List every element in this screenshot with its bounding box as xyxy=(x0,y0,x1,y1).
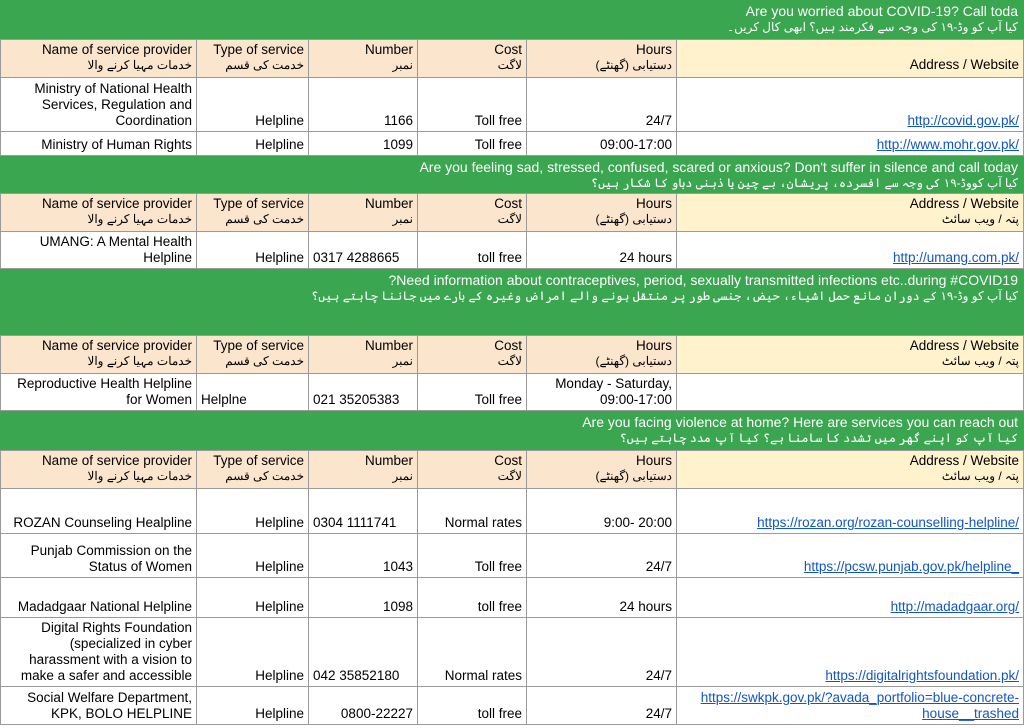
provider-value: Ministry of National Health Services, Regulation and Coordination xyxy=(34,81,192,128)
banner-english-text: ?Need information about contraceptives, period, sexually transmitted infections etc..during #COVID19 xyxy=(388,272,1018,288)
header-number-label: Number xyxy=(364,196,413,211)
number-value: 1099 xyxy=(382,137,413,152)
header-cost-label: Cost xyxy=(494,196,522,211)
header-number-urdu: نمبر xyxy=(392,469,413,483)
header-number-urdu: نمبر xyxy=(392,354,413,368)
header-hours xyxy=(527,336,677,374)
table-row xyxy=(0,232,1024,269)
header-hours-label: Hours xyxy=(635,196,672,211)
cell-number xyxy=(309,232,418,269)
type-value: Helplne xyxy=(201,392,247,407)
banner-urdu-text: کیا آپ کو اپنے گھر میں تشدد کا سامنا ہے؟ کیا آپ مدد چاہتے ہیں؟ xyxy=(619,431,1018,445)
column-header-row xyxy=(0,40,1024,78)
header-provider-label: Name of service provider xyxy=(41,338,192,353)
section-banner xyxy=(0,269,1024,336)
cell-number xyxy=(309,687,418,725)
header-cost-label: Cost xyxy=(494,338,522,353)
header-hours xyxy=(527,194,677,232)
header-hours-label: Hours xyxy=(635,453,672,468)
cell-type xyxy=(197,534,309,578)
cell-address xyxy=(677,78,1024,132)
table-row xyxy=(0,578,1024,618)
website-link[interactable]: https://digitalrightsfoundation.pk/ xyxy=(825,668,1019,683)
header-provider xyxy=(0,451,197,489)
header-type-urdu: خدمت کی قسم xyxy=(225,212,304,226)
hours-value: 24/7 xyxy=(645,559,672,574)
hours-value: 9:00- 20:00 xyxy=(603,515,672,530)
header-number-urdu: نمبر xyxy=(392,58,413,72)
cell-hours xyxy=(527,232,677,269)
number-value: 1166 xyxy=(383,113,413,128)
cell-cost xyxy=(418,578,527,618)
header-provider-urdu: خدمات مہیا کرنے والا xyxy=(87,212,192,226)
cell-number xyxy=(309,578,418,618)
number-value: 0800-22227 xyxy=(340,706,413,721)
header-type-urdu: خدمت کی قسم xyxy=(225,354,304,368)
banner-urdu-text: کیا آپ کو وڈ-۱۹ کے دوران مانع حمل اشیاء، حیض، جنسی طور پر منتقل ہونے والے امراض وغیرہ کے بارے میں جاننا چاہتے ہیں؟ xyxy=(311,289,1018,303)
cost-value: Toll free xyxy=(474,137,522,152)
header-type-label: Type of service xyxy=(213,196,304,211)
header-provider xyxy=(0,40,197,78)
header-cost xyxy=(418,336,527,374)
cost-value: Normal rates xyxy=(444,668,522,683)
header-address-label: Address / Website xyxy=(909,338,1019,353)
cell-number xyxy=(309,132,418,156)
table-row xyxy=(0,687,1024,725)
section-banner xyxy=(0,411,1024,451)
header-address-label: Address / Website xyxy=(909,453,1019,468)
type-value: Helpline xyxy=(255,250,304,265)
header-provider-urdu: خدمات مہیا کرنے والا xyxy=(87,354,192,368)
cell-address xyxy=(677,232,1024,269)
cell-provider xyxy=(0,618,197,687)
hours-value: 24/7 xyxy=(645,113,672,128)
cell-hours xyxy=(527,534,677,578)
header-provider xyxy=(0,336,197,374)
provider-value: Ministry of Human Rights xyxy=(41,137,192,152)
header-address-label: Address / Website xyxy=(909,56,1019,72)
header-type xyxy=(197,451,309,489)
cell-address xyxy=(677,132,1024,156)
section-banner xyxy=(0,0,1024,40)
header-type xyxy=(197,194,309,232)
cell-number xyxy=(309,489,418,534)
header-type xyxy=(197,40,309,78)
cell-number xyxy=(309,534,418,578)
header-address xyxy=(677,336,1024,374)
header-type-label: Type of service xyxy=(213,338,304,353)
cell-type xyxy=(197,374,309,411)
header-cost xyxy=(418,451,527,489)
header-cost xyxy=(418,40,527,78)
cell-type xyxy=(197,78,309,132)
header-provider-label: Name of service provider xyxy=(41,42,192,57)
cell-cost xyxy=(418,687,527,725)
header-address-urdu: پتہ / ویب سائٹ xyxy=(941,354,1019,368)
header-cost xyxy=(418,194,527,232)
cell-type xyxy=(197,489,309,534)
cell-cost xyxy=(418,78,527,132)
hours-value: 24/7 xyxy=(645,706,672,721)
cell-provider xyxy=(0,578,197,618)
number-value: 021 35205383 xyxy=(313,392,400,407)
number-value: 1098 xyxy=(382,599,413,614)
cell-cost xyxy=(418,232,527,269)
cell-provider xyxy=(0,232,197,269)
website-link[interactable]: http://umang.com.pk/ xyxy=(892,250,1019,265)
number-value: 042 35852180 xyxy=(313,668,400,683)
cell-type xyxy=(197,578,309,618)
table-row xyxy=(0,489,1024,534)
type-value: Helpline xyxy=(255,559,304,574)
header-hours-urdu: دستیابی (گھنٹے) xyxy=(595,58,672,72)
banner-english-text: Are you worried about COVID-19? Call toda xyxy=(745,3,1018,19)
cell-cost xyxy=(418,618,527,687)
cell-address xyxy=(677,534,1024,578)
table-row xyxy=(0,78,1024,132)
website-link[interactable]: https://pcsw.punjab.gov.pk/helpline_ xyxy=(803,559,1019,574)
header-cost-label: Cost xyxy=(494,453,522,468)
provider-value: Madadgaar National Helpline xyxy=(17,599,192,614)
column-header-row xyxy=(0,194,1024,232)
header-cost-urdu: لاگت xyxy=(497,212,522,226)
header-type-urdu: خدمت کی قسم xyxy=(225,58,304,72)
hours-value: Monday - Saturday, 09:00-17:00 xyxy=(555,376,672,407)
cell-provider xyxy=(0,687,197,725)
cell-provider xyxy=(0,534,197,578)
column-header-row xyxy=(0,336,1024,374)
header-address xyxy=(677,451,1024,489)
number-value: 0317 4288665 xyxy=(313,250,400,265)
section-banner xyxy=(0,156,1024,194)
type-value: Helpline xyxy=(255,113,304,128)
cost-value: Toll free xyxy=(474,113,522,128)
website-link[interactable]: https://swkpk.gov.pk/?avada_portfolio=blue-concrete-house__trashed xyxy=(700,690,1019,721)
provider-value: ROZAN Counseling Healpline xyxy=(13,515,192,530)
banner-urdu-text: کیا آپ کو وڈ-۱۹ کی وجہ سے فکرمند ہیں؟ ابھی کال کریں۔ xyxy=(727,20,1018,34)
header-cost-label: Cost xyxy=(494,42,522,57)
cell-type xyxy=(197,618,309,687)
header-number-urdu: نمبر xyxy=(392,212,413,226)
cell-type xyxy=(197,232,309,269)
header-number xyxy=(309,336,418,374)
number-value: 0304 1111741 xyxy=(313,515,397,530)
type-value: Helpline xyxy=(255,137,304,152)
cell-provider xyxy=(0,489,197,534)
cost-value: toll free xyxy=(477,250,522,265)
header-hours xyxy=(527,451,677,489)
hours-value: 24 hours xyxy=(619,250,672,265)
header-hours-urdu: دستیابی (گھنٹے) xyxy=(595,354,672,368)
provider-value: Reproductive Health Helpline for Women xyxy=(17,376,192,407)
header-number xyxy=(309,451,418,489)
cell-cost xyxy=(418,534,527,578)
website-link[interactable]: http://covid.gov.pk/ xyxy=(907,113,1019,128)
cell-cost xyxy=(418,374,527,411)
type-value: Helpline xyxy=(255,706,304,721)
cell-provider xyxy=(0,374,197,411)
cell-provider xyxy=(0,78,197,132)
header-hours-urdu: دستیابی (گھنٹے) xyxy=(595,469,672,483)
hours-value: 24 hours xyxy=(619,599,672,614)
type-value: Helpline xyxy=(255,515,304,530)
cell-number xyxy=(309,78,418,132)
cell-hours xyxy=(527,578,677,618)
cell-number xyxy=(309,618,418,687)
cell-hours xyxy=(527,687,677,725)
provider-value: Social Welfare Department, KPK, BOLO HELPLINE xyxy=(27,690,192,721)
header-number-label: Number xyxy=(364,338,413,353)
header-cost-urdu: لاگت xyxy=(497,354,522,368)
banner-english-text: Are you facing violence at home? Here are services you can reach out xyxy=(582,414,1018,430)
number-value: 1043 xyxy=(382,559,413,574)
header-number xyxy=(309,40,418,78)
cost-value: Normal rates xyxy=(444,515,522,530)
cell-type xyxy=(197,687,309,725)
cell-cost xyxy=(418,132,527,156)
table-row xyxy=(0,132,1024,156)
header-type-label: Type of service xyxy=(213,453,304,468)
cell-type xyxy=(197,132,309,156)
website-link[interactable]: http://madadgaar.org/ xyxy=(890,599,1019,614)
header-cost-urdu: لاگت xyxy=(497,469,522,483)
header-hours xyxy=(527,40,677,78)
header-type-label: Type of service xyxy=(213,42,304,57)
cell-hours xyxy=(527,78,677,132)
cost-value: toll free xyxy=(477,706,522,721)
column-header-row xyxy=(0,451,1024,489)
header-address xyxy=(677,40,1024,78)
cell-hours xyxy=(527,132,677,156)
cell-address xyxy=(677,578,1024,618)
header-provider-label: Name of service provider xyxy=(41,196,192,211)
header-address-urdu: پتہ / ویب سائٹ xyxy=(941,469,1019,483)
cell-address xyxy=(677,618,1024,687)
provider-value: Digital Rights Foundation (specialized in cyber harassment with a vision to make a safer and accessible xyxy=(20,620,192,683)
table-row xyxy=(0,618,1024,687)
hours-value: 09:00-17:00 xyxy=(599,137,672,152)
header-address-label: Address / Website xyxy=(909,196,1019,211)
banner-english-text: Are you feeling sad, stressed, confused, scared or anxious? Don't suffer in silence and call today xyxy=(419,159,1018,175)
table-row xyxy=(0,534,1024,578)
header-number-label: Number xyxy=(364,42,413,57)
header-address-urdu: پتہ / ویب سائٹ xyxy=(941,212,1019,226)
provider-value: Punjab Commission on the Status of Women xyxy=(30,543,192,574)
header-provider-urdu: خدمات مہیا کرنے والا xyxy=(87,469,192,483)
header-number xyxy=(309,194,418,232)
cell-address xyxy=(677,489,1024,534)
header-address xyxy=(677,194,1024,232)
header-number-label: Number xyxy=(364,453,413,468)
table-row xyxy=(0,374,1024,411)
type-value: Helpline xyxy=(255,668,304,683)
cell-cost xyxy=(418,489,527,534)
hours-value: 24/7 xyxy=(645,668,672,683)
cell-provider xyxy=(0,132,197,156)
website-link[interactable]: https://rozan.org/rozan-counselling-helpline/ xyxy=(757,515,1019,530)
cell-hours xyxy=(527,489,677,534)
cell-hours xyxy=(527,374,677,411)
header-type-urdu: خدمت کی قسم xyxy=(225,469,304,483)
banner-urdu-text: کیا آپ کووڈ-۱۹ کی وجہ سے افسردہ، پریشان، بے چین یا ذہنی دباو کا شکار ہیں؟ xyxy=(591,176,1018,190)
header-provider-urdu: خدمات مہیا کرنے والا xyxy=(87,58,192,72)
cell-address xyxy=(677,687,1024,725)
header-hours-label: Hours xyxy=(635,42,672,57)
header-cost-urdu: لاگت xyxy=(497,58,522,72)
cost-value: Toll free xyxy=(474,392,522,407)
cost-value: Toll free xyxy=(474,559,522,574)
type-value: Helpline xyxy=(255,599,304,614)
header-hours-urdu: دستیابی (گھنٹے) xyxy=(595,212,672,226)
header-provider-label: Name of service provider xyxy=(41,453,192,468)
header-provider xyxy=(0,194,197,232)
cell-number xyxy=(309,374,418,411)
cost-value: toll free xyxy=(477,599,522,614)
provider-value: UMANG: A Mental Health Helpline xyxy=(39,234,192,265)
cell-hours xyxy=(527,618,677,687)
header-hours-label: Hours xyxy=(635,338,672,353)
cell-address xyxy=(677,374,1024,411)
website-link[interactable]: http://www.mohr.gov.pk/ xyxy=(876,137,1019,152)
header-type xyxy=(197,336,309,374)
